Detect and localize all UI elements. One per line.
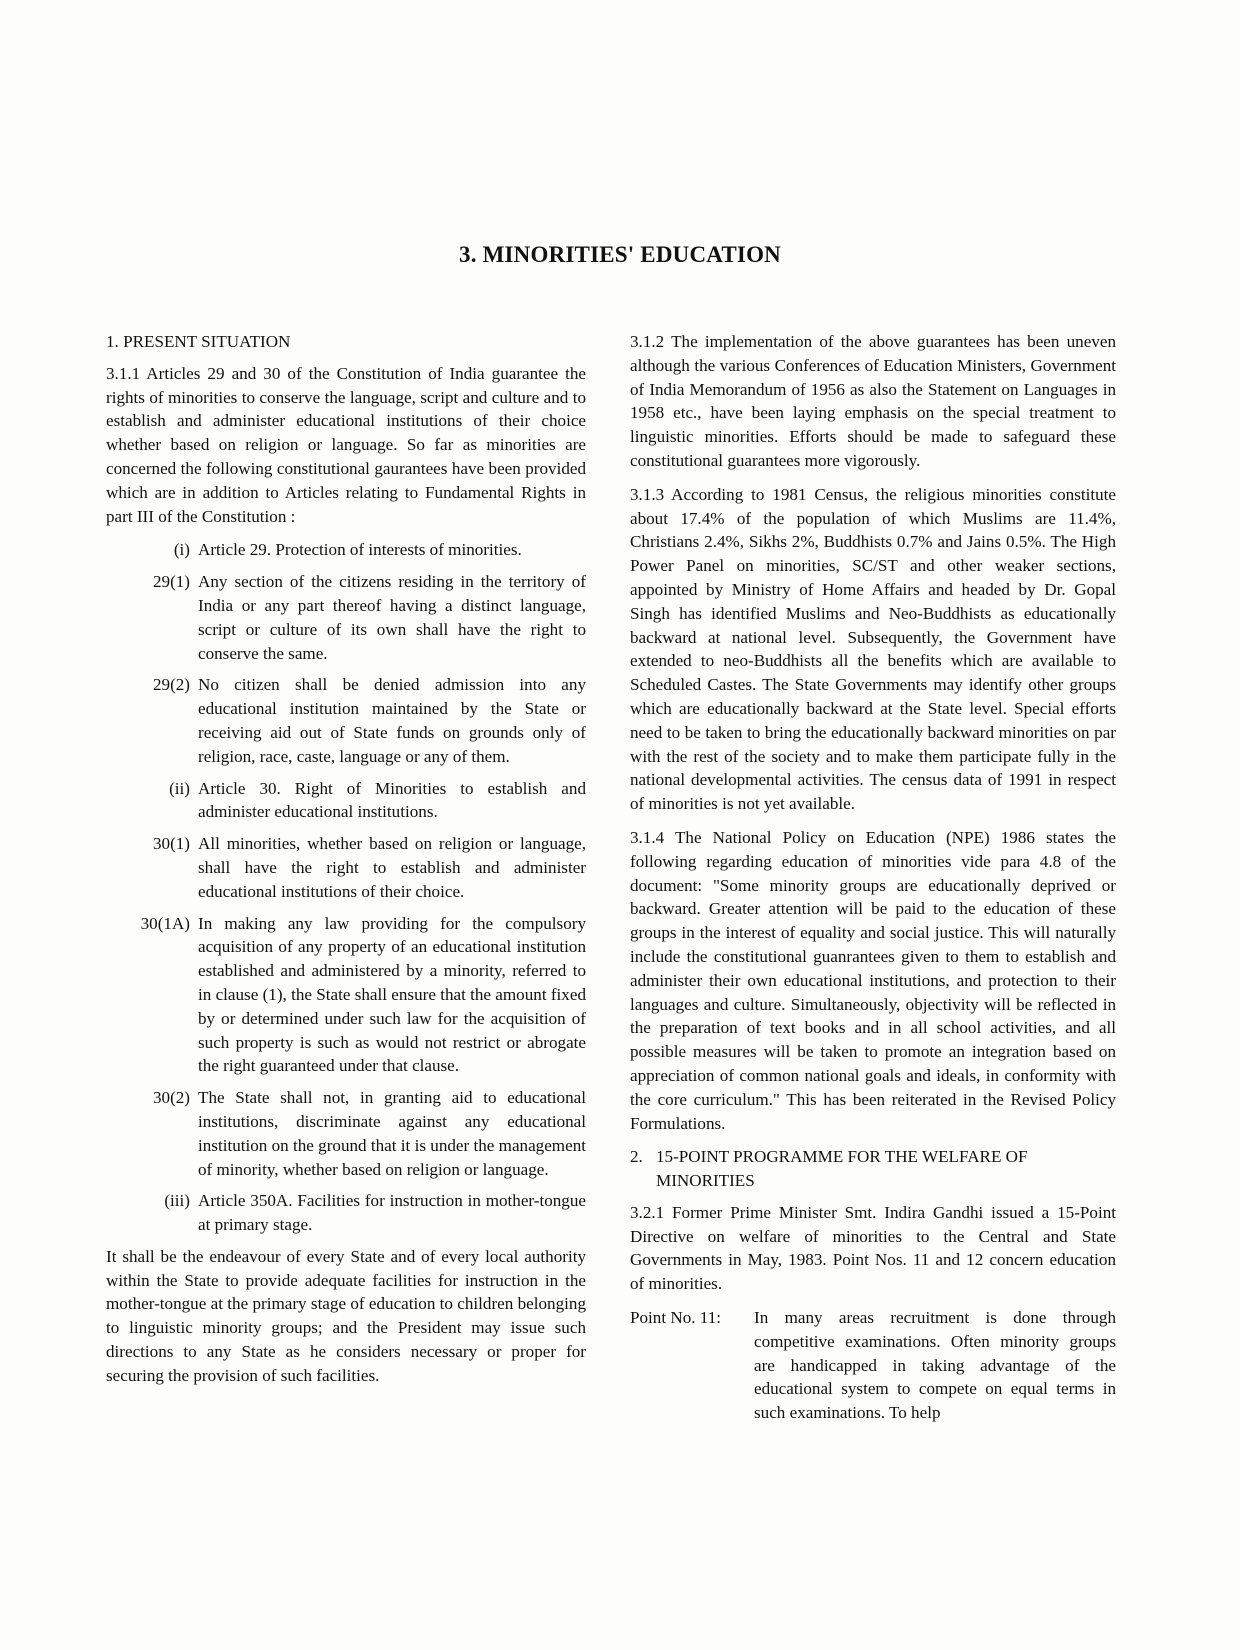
- clause-item: [106, 832, 586, 903]
- clause-text: Article 30. Right of Minorities to establish and administer educational institutions.: [198, 778, 586, 822]
- paragraph-3-1-1: 3.1.1 Articles 29 and 30 of the Constitution of India guarantee the rights of minorities to conserve the language, script and culture and to establish and administer educational institutions of their choice whether based on religion or language. So far as minorities are concerned the following constitutional gaurantees have been provided which are in addition to Articles relating to Fundamental Rights in part III of the Constitution :: [106, 363, 586, 526]
- paragraph-article-350a-text: It shall be the endeavour of every State and of every local authority within the State to provide adequate facilities for instruction in the mother-tongue at the primary stage of education to children belonging to linguistic minority groups; and the President may issue such directions to any State as he considers necessary or proper for securing the provision of such facilities.: [106, 1246, 586, 1385]
- section-heading-15-point-programme: [630, 1145, 1116, 1193]
- point-label: Point No. 11:: [630, 1308, 722, 1328]
- clause-label: (i): [173, 540, 190, 560]
- clause-label: 30(2): [152, 1088, 190, 1108]
- clause-item: [106, 1086, 586, 1181]
- clause-text: The State shall not, in granting aid to educational institutions, discriminate against any educational institution on the ground that it is under the management of minority, whether based on religion or language.: [198, 1088, 586, 1179]
- clause-label: (iii): [164, 1191, 190, 1211]
- clause-item: [106, 673, 586, 768]
- point-text: In many areas recruitment is done through competitive examinations. Often minority groups are handicapped in taking advantage of the educational system to compete on equal terms in such examinations. To help: [754, 1308, 1116, 1423]
- page-title: 3. MINORITIES' EDUCATION: [459, 242, 781, 267]
- clause-text: In making any law providing for the compulsory acquisition of any property of an educational institution established and administered by a minority, referred to in clause (1), the State shall ensure that the amount fixed by or determined under such law for the acquisition of such property is such as would not restrict or abrogate the right guaranteed under that clause.: [198, 913, 586, 1076]
- clause-text: No citizen shall be denied admission into any educational institution maintained by the State or receiving aid out of State funds on grounds only of religion, race, caste, language or any of them.: [198, 675, 586, 766]
- clause-text: Article 29. Protection of interests of minorities.: [198, 540, 522, 560]
- clause-item: [106, 538, 586, 562]
- right-column: [630, 330, 1116, 1425]
- clause-label: 30(1A): [140, 913, 190, 933]
- clause-item: [106, 777, 586, 825]
- clause-label: 29(2): [152, 675, 190, 695]
- paragraph-3-2-1: 3.2.1 Former Prime Minister Smt. Indira Gandhi issued a 15-Point Directive on welfare of minorities to the Central and State Governments in May, 1983. Point Nos. 11 and 12 concern education of minorities.: [630, 1202, 1116, 1294]
- clause-label: 30(1): [152, 834, 190, 854]
- clause-item: [106, 912, 586, 1079]
- paragraph-3-1-3: 3.1.3 According to 1981 Census, the religious minorities constitute about 17.4% of the population of which Muslims are 11.4%, Christians 2.4%, Sikhs 2%, Buddhists 0.7% and Jains 0.5%. The High Power Panel on minorities, SC/ST and other weaker sections, appointed by Ministry of Home Affairs and headed by Dr. Gopal Singh has identified Muslims and Neo-Buddhists as educationally backward at national level. Subsequently, the Government have extended to neo-Buddhists all the benefits which are available to Scheduled Castes. The State Governments may identify other groups which are educationally backward at the State level. Special efforts need to be taken to bring the educationally backward minorities on par with the rest of the society and to make them participate fully in the national developmental activities. The census data of 1991 in respect of minorities is not yet available.: [630, 484, 1116, 814]
- section-heading-present-situation: 1. PRESENT SITUATION: [106, 332, 291, 351]
- paragraph-3-1-2: 3.1.2 The implementation of the above guarantees has been uneven although the various Conferences of Education Ministers, Government of India Memorandum of 1956 as also the Statement on Languages in 1958 etc., have been laying emphasis on the special treatment to linguistic minorities. Efforts should be made to safeguard these constitutional guarantees more vigorously.: [630, 332, 1116, 470]
- paragraph-3-1-4: 3.1.4 The National Policy on Education (NPE) 1986 states the following regarding education of minorities vide para 4.8 of the document: "Some minority groups are educationally deprived or backward. Greater attention will be paid to the education of these groups in the interest of equality and social justice. This will naturally include the constitutional guanrantees given to them to establish and administer their own educational institutions, and protection to their languages and culture. Simultaneously, objectivity will be reflected in the preparation of text books and in all school activities, and all possible measures will be taken to promote an integration based on appreciation of common national goals and ideals, in conformity with the core curriculum." This has been reiterated in the Revised Policy Formulations.: [630, 827, 1116, 1133]
- point-11: [630, 1306, 1116, 1425]
- clause-text: Article 350A. Facilities for instruction in mother-tongue at primary stage.: [198, 1191, 586, 1235]
- clause-text: All minorities, whether based on religion or language, shall have the right to establish and administer educational institutions of their choice.: [198, 834, 586, 901]
- clause-label: 29(1): [152, 572, 190, 592]
- clause-item: [106, 570, 586, 665]
- clause-text: Any section of the citizens residing in the territory of India or any part thereof having a distinct language, script or culture of its own shall have the right to conserve the same.: [198, 572, 586, 663]
- left-column: [106, 330, 586, 1398]
- section-title: 15-POINT PROGRAMME FOR THE WELFARE OF MINORITIES: [656, 1147, 1028, 1191]
- section-number: 2.: [630, 1147, 643, 1167]
- clause-item: [106, 1189, 586, 1237]
- clause-label: (ii): [169, 778, 190, 798]
